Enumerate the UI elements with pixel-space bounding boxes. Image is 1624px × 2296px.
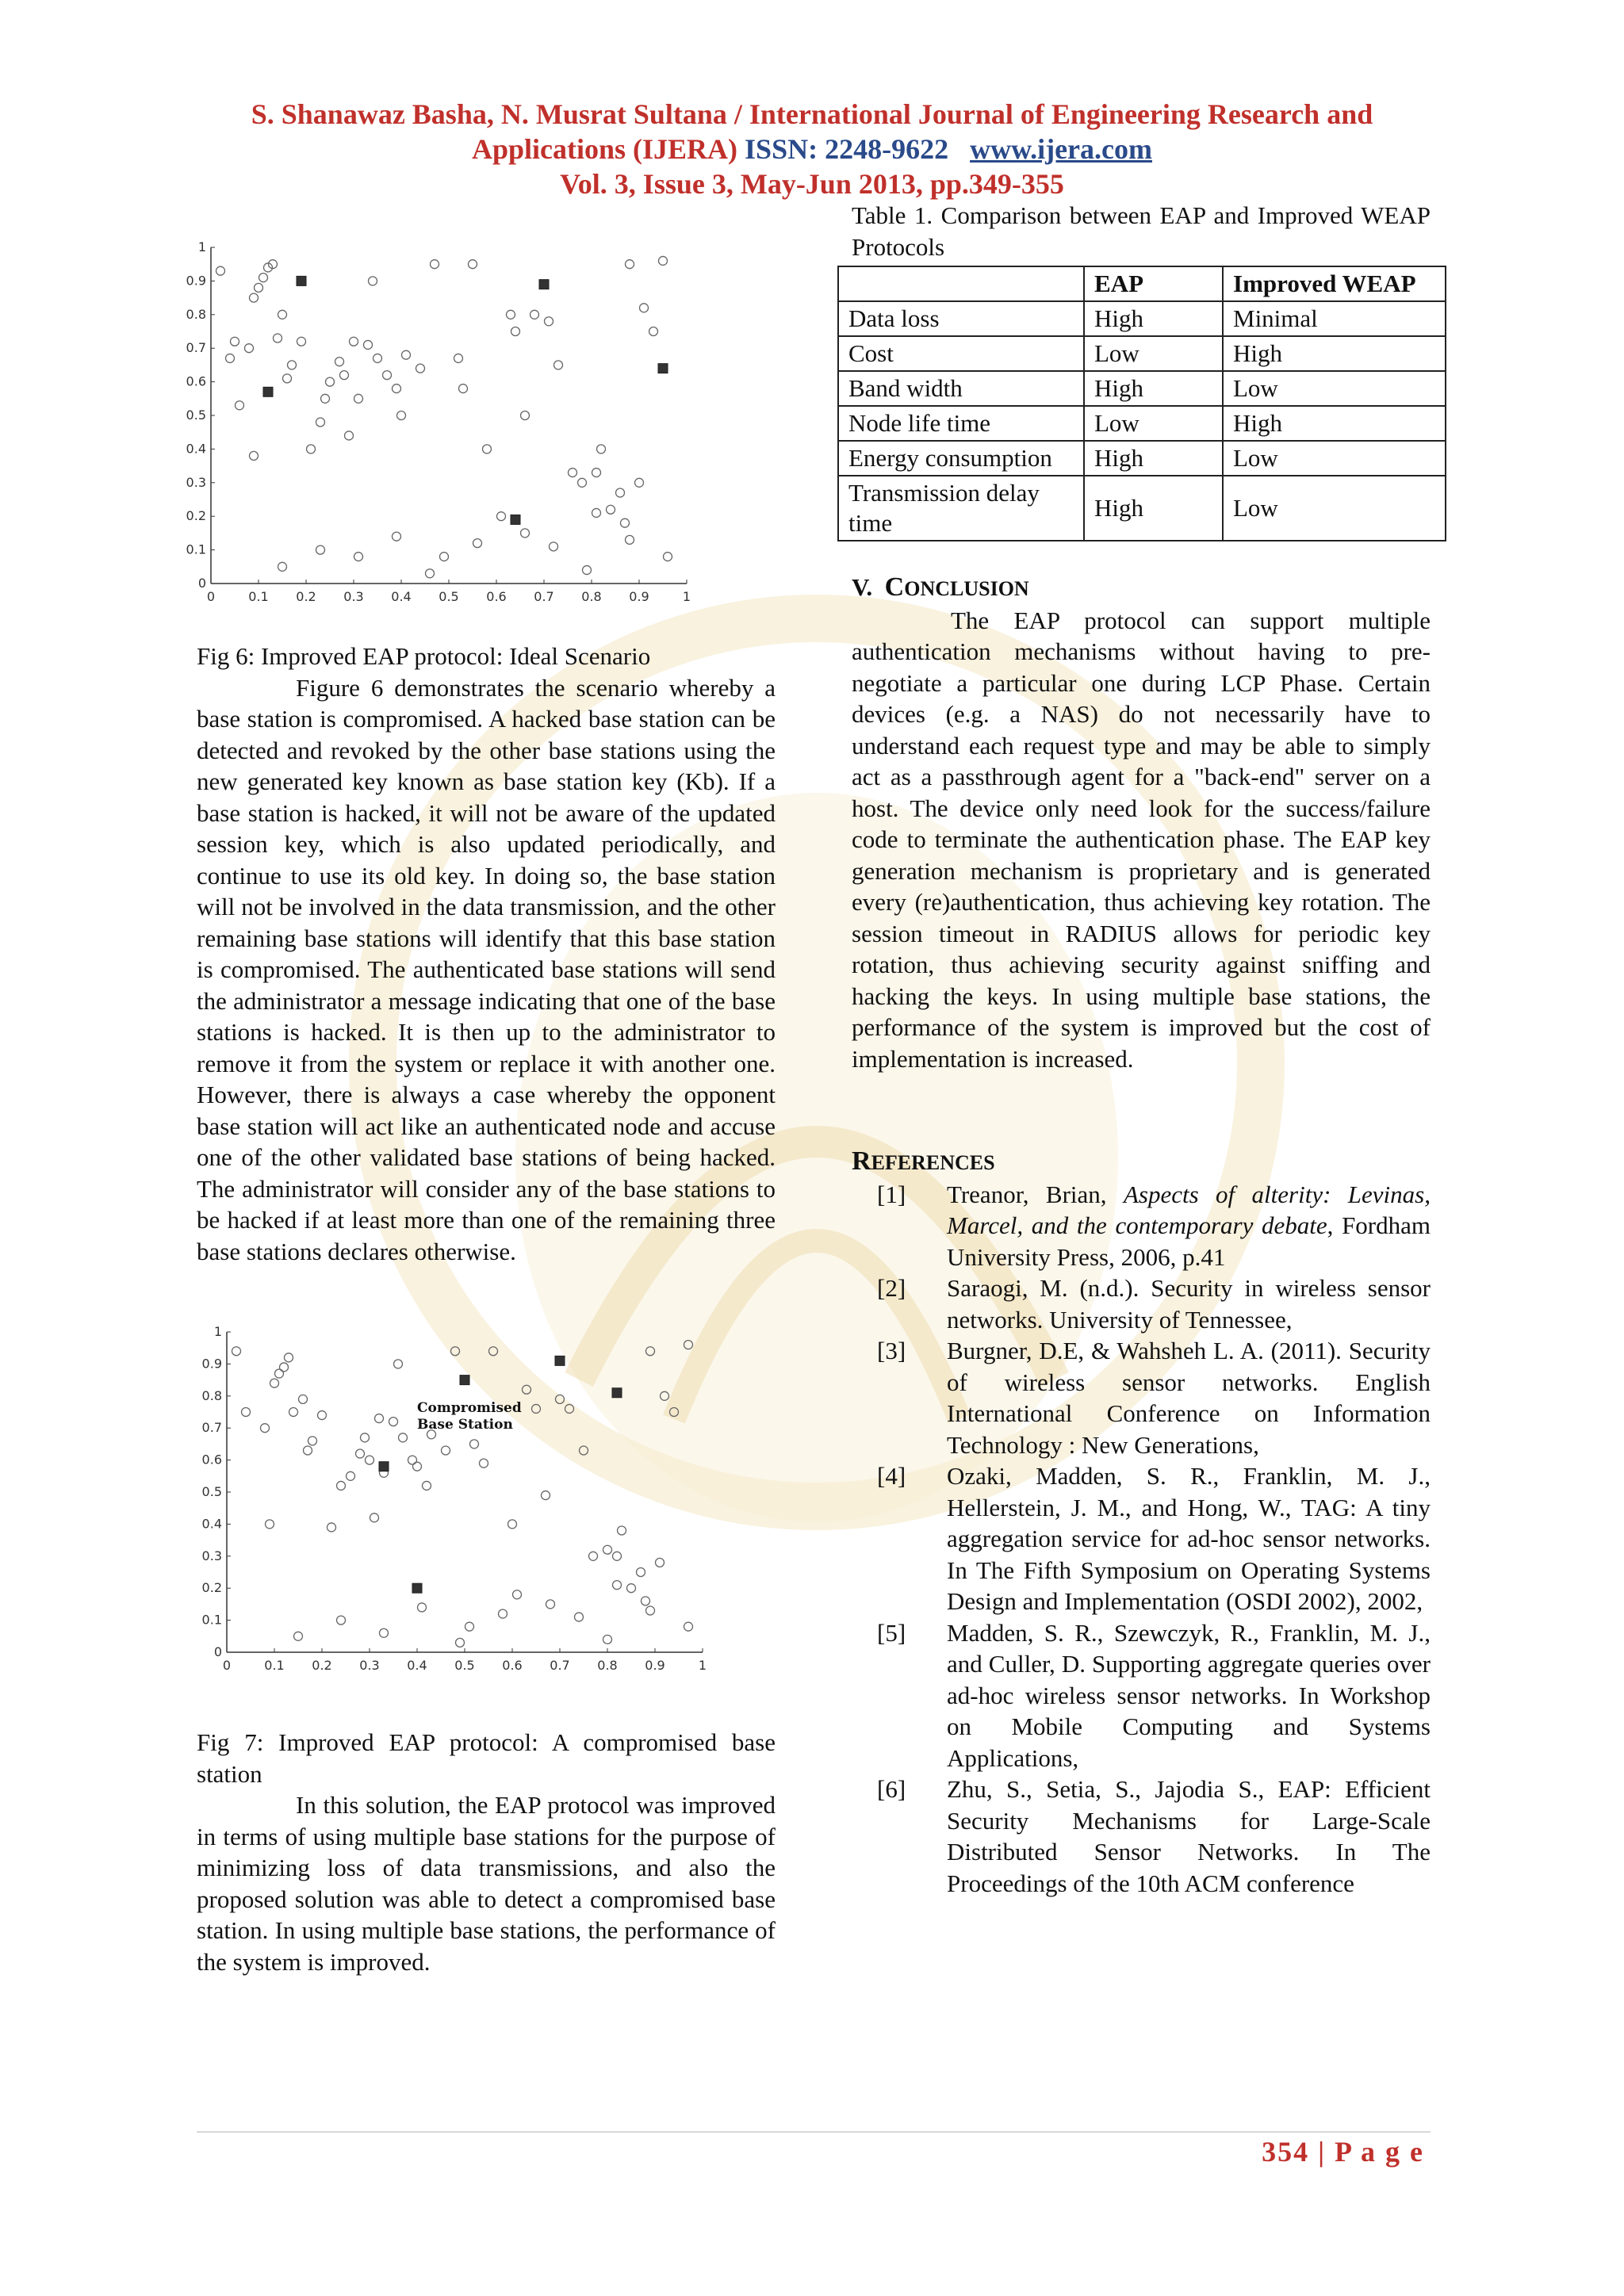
reference-number: [1] [877, 1180, 906, 1208]
table-header-improved-weap: Improved WEAP [1223, 266, 1446, 301]
sensor-node-marker [369, 277, 377, 285]
sensor-node-marker [423, 1481, 431, 1490]
table-row [838, 301, 1446, 336]
table-cell: Cost [838, 336, 1084, 371]
sensor-node-marker [393, 385, 401, 393]
x-tick-label: 1 [698, 1658, 707, 1673]
reference-number: [3] [877, 1337, 906, 1364]
sensor-node-marker [659, 256, 668, 265]
conclusion-number: V. [852, 573, 873, 601]
x-tick-label: 0.3 [343, 589, 364, 604]
y-tick-label: 0.8 [186, 306, 206, 322]
base-station-marker [539, 280, 549, 289]
sensor-node-marker [370, 1513, 379, 1522]
fig7-caption: Fig 7: Improved EAP protocol: A compromised base station [197, 1728, 776, 1788]
compromised-annotation [417, 1400, 522, 1433]
journal-header [0, 97, 1624, 201]
sensor-node-marker [413, 1462, 422, 1471]
body-paragraph-2: In this solution, the EAP protocol was improved in terms of using multiple base stations for the purpose of minimizing loss of data transmissions, and also the proposed solution was able to detect a compromised base station. In using multiple base stations, the performance of the system is improved. [197, 1791, 776, 1976]
table-cell: High [1084, 371, 1223, 406]
sensor-node-marker [656, 1558, 665, 1567]
references-heading [852, 1146, 1431, 1179]
sensor-node-marker [592, 508, 601, 517]
sensor-node-marker [521, 529, 530, 538]
sensor-node-marker [418, 1603, 427, 1612]
reference-item [852, 1774, 1431, 1899]
sensor-node-marker [507, 310, 515, 319]
header-line-authors: S. Shanawaz Basha, N. Musrat Sultana / International Journal of Engineering Research and [251, 98, 1373, 130]
table-header-blank [838, 266, 1084, 301]
reference-text: Zhu, S., Setia, S., Jajodia S., EAP: Efficient Security Mechanisms for Large-Scale Distributed Sensor Networks. In The Proceedings of the 10th ACM conference [947, 1775, 1431, 1897]
sensor-node-marker [389, 1418, 398, 1426]
sensor-node-marker [327, 1523, 336, 1532]
sensor-node-marker [469, 260, 477, 269]
sensor-node-marker [597, 445, 606, 453]
sensor-node-marker [480, 1459, 488, 1468]
sensor-node-marker [373, 354, 382, 362]
sensor-node-marker [542, 1491, 550, 1500]
sensor-node-marker [523, 1385, 531, 1394]
sensor-node-marker [316, 418, 325, 427]
conclusion-paragraph: The EAP protocol can support multiple authentication mechanisms without having to pre-negotiate a particular one during LCP Phase. Certain devices (e.g. a NAS) do not necessarily have to understand each request type and may be able to simply act as a passthrough agent for a "back-end" server on a host. The device only need look for the success/failure code to terminate the authentication phase. The EAP key generation mechanism is proprietary and is generated every (re)authentication, thus achieving key rotation. The session timeout in RADIUS allows for periodic key rotation, thus achieving security against sniffing and hacking the keys. In using multiple base stations, the performance of the system is improved but the cost of implementation is increased. [852, 606, 1431, 1073]
sensor-node-marker [649, 327, 658, 336]
sensor-node-marker [297, 337, 306, 346]
sensor-node-marker [459, 385, 468, 393]
base-station-marker [612, 1388, 622, 1398]
sensor-node-marker [646, 1606, 655, 1615]
sensor-node-marker [245, 344, 254, 353]
y-tick-label: 0.3 [201, 1548, 222, 1563]
sensor-node-marker [546, 1600, 555, 1609]
y-tick-label: 0.7 [186, 340, 206, 356]
sensor-node-marker [664, 553, 672, 561]
table-row [838, 476, 1446, 541]
sensor-node-marker [335, 358, 344, 366]
table-cell: Low [1084, 336, 1223, 371]
table-cell: Low [1084, 406, 1223, 441]
x-tick-label: 0.4 [407, 1658, 427, 1673]
x-tick-label: 0 [222, 1658, 232, 1673]
y-tick-label: 0.5 [201, 1484, 222, 1499]
journal-name: Applications (IJERA) [472, 133, 738, 165]
x-tick-label: 0.6 [486, 589, 507, 604]
reference-item [852, 1272, 1431, 1335]
table-caption: Table 1. Comparison between EAP and Improved WEAP Protocols [852, 201, 1431, 261]
x-tick-label: 0.5 [439, 589, 459, 604]
y-tick-label: 1 [197, 239, 206, 254]
base-station-marker [511, 515, 520, 524]
x-tick-label: 0.7 [550, 1658, 570, 1673]
sensor-node-marker [274, 334, 282, 342]
sensor-node-marker [456, 1638, 465, 1647]
sensor-node-marker [646, 1347, 655, 1356]
sensor-node-marker [626, 260, 634, 269]
sensor-node-marker [236, 401, 244, 410]
sensor-node-marker [637, 1568, 645, 1577]
sensor-node-marker [483, 445, 492, 453]
sensor-node-marker [345, 431, 354, 440]
sensor-node-marker [255, 283, 263, 292]
sensor-node-marker [231, 337, 239, 346]
table-cell: Minimal [1223, 301, 1446, 336]
sensor-node-marker [578, 478, 587, 487]
table-row [838, 371, 1446, 406]
x-tick-label: 0.1 [264, 1658, 285, 1673]
reference-text: Madden, S. R., Szewczyk, R., Franklin, M. J., and Culler, D. Supporting aggregate queries over ad-hoc wireless sensor networks. In Workshop on Mobile Computing and Systems Applications, [947, 1618, 1431, 1772]
sensor-node-marker [513, 1590, 522, 1599]
sensor-node-marker [613, 1552, 622, 1560]
sensor-node-marker [497, 512, 506, 521]
sensor-node-marker [299, 1395, 308, 1403]
y-tick-label: 0.9 [186, 273, 206, 289]
sensor-node-marker [366, 1456, 374, 1464]
sensor-node-marker [642, 1597, 650, 1605]
x-tick-label: 0.3 [359, 1658, 380, 1673]
sensor-node-marker [289, 1408, 298, 1417]
sensor-node-marker [304, 1446, 312, 1455]
sensor-node-marker [283, 374, 292, 383]
sensor-node-marker [530, 310, 539, 319]
sensor-node-marker [556, 1395, 565, 1403]
sensor-node-marker [565, 1404, 574, 1413]
sensor-node-marker [661, 1391, 669, 1400]
base-station-marker [658, 364, 668, 373]
sensor-node-marker [380, 1628, 389, 1637]
sensor-node-marker [340, 371, 349, 380]
sensor-node-marker [451, 1347, 460, 1356]
conclusion-heading [852, 572, 1431, 605]
x-tick-label: 0.2 [312, 1658, 332, 1673]
left-column [186, 238, 776, 1977]
reference-number: [6] [877, 1775, 906, 1803]
y-tick-label: 0.2 [186, 508, 206, 524]
sensor-node-marker [521, 411, 530, 420]
x-tick-label: 0.5 [454, 1658, 475, 1673]
sensor-node-marker [607, 505, 615, 514]
reference-text: Burgner, D.E, & Wahsheh L. A. (2011). Security of wireless sensor networks. English International Conference on Information Technology : New Generations, [947, 1337, 1431, 1459]
sensor-node-marker [280, 1363, 289, 1372]
sensor-node-marker [442, 1446, 450, 1455]
sensor-node-marker [431, 260, 439, 269]
sensor-node-marker [399, 1433, 408, 1442]
sensor-node-marker [307, 445, 316, 453]
sensor-node-marker [294, 1632, 303, 1640]
sensor-node-marker [583, 566, 592, 575]
reference-text: Treanor, Brian, Aspects of alterity: Levinas, Marcel, and the contemporary debate, Fordham University Press, 2006, p.41 [947, 1180, 1431, 1271]
sensor-node-marker [321, 394, 330, 403]
sensor-node-marker [470, 1440, 479, 1448]
x-tick-label: 0.6 [502, 1658, 523, 1673]
sensor-node-marker [394, 1360, 403, 1368]
x-tick-label: 0.7 [534, 589, 554, 604]
sensor-node-marker [440, 553, 449, 561]
x-tick-label: 0.1 [248, 589, 269, 604]
sensor-node-marker [308, 1437, 317, 1445]
fig6-scatter-plot [173, 238, 696, 610]
sensor-node-marker [354, 394, 363, 403]
x-tick-label: 0.8 [597, 1658, 618, 1673]
y-tick-label: 0 [197, 576, 206, 591]
sensor-node-marker [337, 1481, 346, 1490]
reference-item [852, 1335, 1431, 1460]
table-header-row [838, 266, 1446, 301]
fig7-scatter-plot [189, 1322, 712, 1679]
reference-text: Ozaki, Madden, S. R., Franklin, M. J., Hellerstein, J. M., and Hong, W., TAG: A tiny aggregation service for ad-hoc sensor networks. In The Fifth Symposium on Operating Systems Design and Implementation (OSDI 2002), 2002, [947, 1462, 1431, 1615]
table-cell: High [1223, 336, 1446, 371]
table-cell: Data loss [838, 301, 1084, 336]
sensor-node-marker [393, 532, 401, 541]
table-cell: High [1223, 406, 1446, 441]
reference-number: [4] [877, 1462, 906, 1490]
body-paragraph-1: Figure 6 demonstrates the scenario whereby a base station is compromised. A hacked base station can be detected and revoked by the other base stations using the new generated key known as base station key (Kb). If a base station is hacked, it will not be aware of the updated session key, which is also updated periodically, and continue to use its old key. In doing so, the base station will not be involved in the data transmission, and the other remaining base stations will identify that this base station is compromised. The authenticated base stations will send the administrator a message indicating that one of the base stations is hacked. It is then up to the administrator to remove it from the system or replace it with another one. However, there is always a case whereby the opponent base station will act like an authenticated node and accuse one of the other validated base stations of being hacked. The administrator will consider any of the base stations to be hacked if at least more than one of the remaining three base stations declares otherwise. [197, 673, 776, 1265]
sensor-node-marker [275, 1369, 284, 1378]
sensor-node-marker [616, 488, 625, 497]
reference-text: Saraogi, M. (n.d.). Security in wireless sensor networks. University of Tennessee, [947, 1274, 1431, 1334]
sensor-node-marker [316, 545, 325, 554]
y-tick-label: 0.1 [201, 1612, 222, 1628]
sensor-node-marker [416, 364, 425, 373]
sensor-node-marker [473, 539, 482, 548]
table-cell: Low [1223, 371, 1446, 406]
sensor-node-marker [508, 1520, 517, 1529]
sensor-node-marker [575, 1613, 584, 1621]
sensor-node-marker [635, 478, 644, 487]
sensor-node-marker [347, 1471, 355, 1480]
x-tick-label: 0.2 [296, 589, 316, 604]
sensor-node-marker [621, 519, 630, 527]
sensor-node-marker [364, 340, 373, 349]
annotation-line-1: Compromised [417, 1400, 522, 1416]
sensor-node-marker [670, 1408, 679, 1417]
x-tick-label: 0.4 [391, 589, 412, 604]
base-station-marker [555, 1356, 565, 1365]
base-station-marker [460, 1376, 469, 1385]
sensor-node-marker [288, 361, 297, 369]
sensor-node-marker [592, 469, 601, 477]
sensor-node-marker [545, 317, 553, 326]
reference-item [852, 1460, 1431, 1617]
sensor-node-marker [684, 1341, 693, 1349]
annotation-line-2: Base Station [417, 1417, 513, 1433]
table-cell: Node life time [838, 406, 1084, 441]
comparison-table [837, 266, 1446, 541]
sensor-node-marker [259, 274, 268, 282]
y-tick-label: 0.6 [201, 1452, 222, 1468]
base-station-marker [379, 1462, 389, 1471]
base-station-marker [412, 1583, 422, 1593]
y-tick-label: 0.5 [186, 408, 206, 423]
sensor-node-marker [408, 1456, 417, 1464]
table-cell: Low [1223, 476, 1446, 541]
sensor-node-marker [278, 562, 287, 571]
sensor-node-marker [603, 1545, 612, 1554]
sensor-node-marker [232, 1347, 241, 1356]
sensor-node-marker [532, 1404, 541, 1413]
header-line-journal [0, 132, 1624, 166]
sensor-node-marker [242, 1408, 251, 1417]
sensor-node-marker [326, 377, 335, 386]
sensor-node-marker [266, 1520, 274, 1529]
sensor-node-marker [226, 354, 235, 362]
table-header-eap: EAP [1084, 266, 1223, 301]
sensor-node-marker [278, 310, 287, 319]
sensor-node-marker [397, 411, 406, 420]
sensor-node-marker [361, 1433, 370, 1442]
sensor-node-marker [489, 1347, 498, 1356]
y-tick-label: 0.4 [201, 1516, 222, 1532]
sensor-node-marker [589, 1552, 598, 1560]
sensor-node-marker [383, 371, 392, 380]
sensor-node-marker [603, 1635, 612, 1644]
y-tick-label: 0.2 [201, 1580, 222, 1596]
table-cell: Transmission delay time [838, 476, 1084, 541]
reference-number: [5] [877, 1618, 906, 1647]
references-head-initial: R [852, 1146, 871, 1176]
y-tick-label: 0.6 [186, 373, 206, 389]
sensor-node-marker [402, 350, 411, 359]
table-cell: Energy consumption [838, 441, 1084, 476]
conclusion-head-initial: C [884, 572, 905, 602]
table-cell: High [1084, 476, 1223, 541]
y-tick-label: 0.4 [186, 441, 206, 457]
base-station-marker [297, 276, 306, 285]
sensor-node-marker [627, 1584, 636, 1593]
y-tick-label: 1 [213, 1324, 222, 1339]
sensor-node-marker [285, 1353, 293, 1362]
sensor-node-marker [216, 266, 225, 275]
sensor-node-marker [261, 1424, 270, 1433]
table-row [838, 336, 1446, 371]
table-cell: High [1084, 301, 1223, 336]
header-line-volume: Vol. 3, Issue 3, May-Jun 2013, pp.349-355 [560, 168, 1064, 200]
y-tick-label: 0.1 [186, 541, 206, 557]
x-tick-label: 0 [206, 589, 216, 604]
sensor-node-marker [618, 1526, 626, 1535]
table-cell: Band width [838, 371, 1084, 406]
table-row [838, 441, 1446, 476]
sensor-node-marker [337, 1616, 346, 1624]
conclusion-head-rest: ONCLUSION [904, 577, 1029, 600]
sensor-node-marker [569, 469, 577, 477]
footer-rule [197, 2131, 1431, 2133]
table-row [838, 406, 1446, 441]
sensor-node-marker [350, 337, 358, 346]
y-tick-label: 0 [213, 1644, 222, 1659]
x-tick-label: 0.9 [645, 1658, 665, 1673]
sensor-node-marker [375, 1414, 384, 1423]
reference-item [852, 1179, 1431, 1273]
sensor-node-marker [684, 1622, 693, 1631]
x-tick-label: 0.9 [629, 589, 649, 604]
y-tick-label: 0.3 [186, 474, 206, 490]
sensor-node-marker [640, 304, 649, 312]
sensor-node-marker [626, 535, 634, 544]
sensor-node-marker [318, 1411, 327, 1420]
reference-number: [2] [877, 1274, 906, 1302]
sensor-node-marker [356, 1449, 365, 1458]
x-tick-label: 1 [682, 589, 691, 604]
sensor-node-marker [550, 542, 558, 551]
sensor-node-marker [613, 1581, 622, 1590]
journal-link[interactable]: www.ijera.com [970, 133, 1152, 165]
y-tick-label: 0.7 [201, 1420, 222, 1436]
fig6-caption: Fig 6: Improved EAP protocol: Ideal Scenario [197, 642, 651, 670]
references-head-rest: EFERENCES [871, 1151, 995, 1174]
base-station-marker [263, 387, 273, 396]
sensor-node-marker [250, 451, 259, 460]
x-tick-label: 0.8 [581, 589, 602, 604]
sensor-node-marker [511, 327, 520, 336]
sensor-node-marker [270, 1379, 279, 1387]
reference-item [852, 1617, 1431, 1774]
sensor-node-marker [465, 1622, 474, 1631]
sensor-node-marker [454, 354, 463, 362]
sensor-node-marker [499, 1609, 508, 1618]
page-number: 354 | P a g e [1262, 2136, 1424, 2168]
y-tick-label: 0.8 [201, 1387, 222, 1403]
table-cell: Low [1223, 441, 1446, 476]
sensor-node-marker [426, 569, 435, 578]
sensor-node-marker [554, 361, 563, 369]
reference-list [852, 1179, 1431, 1900]
sensor-node-marker [354, 553, 363, 561]
table-cell: High [1084, 441, 1223, 476]
issn: ISSN: 2248-9622 [745, 133, 949, 165]
y-tick-label: 0.9 [201, 1356, 222, 1372]
right-column [848, 200, 1431, 1899]
sensor-node-marker [250, 293, 259, 302]
sensor-node-marker [580, 1446, 588, 1455]
